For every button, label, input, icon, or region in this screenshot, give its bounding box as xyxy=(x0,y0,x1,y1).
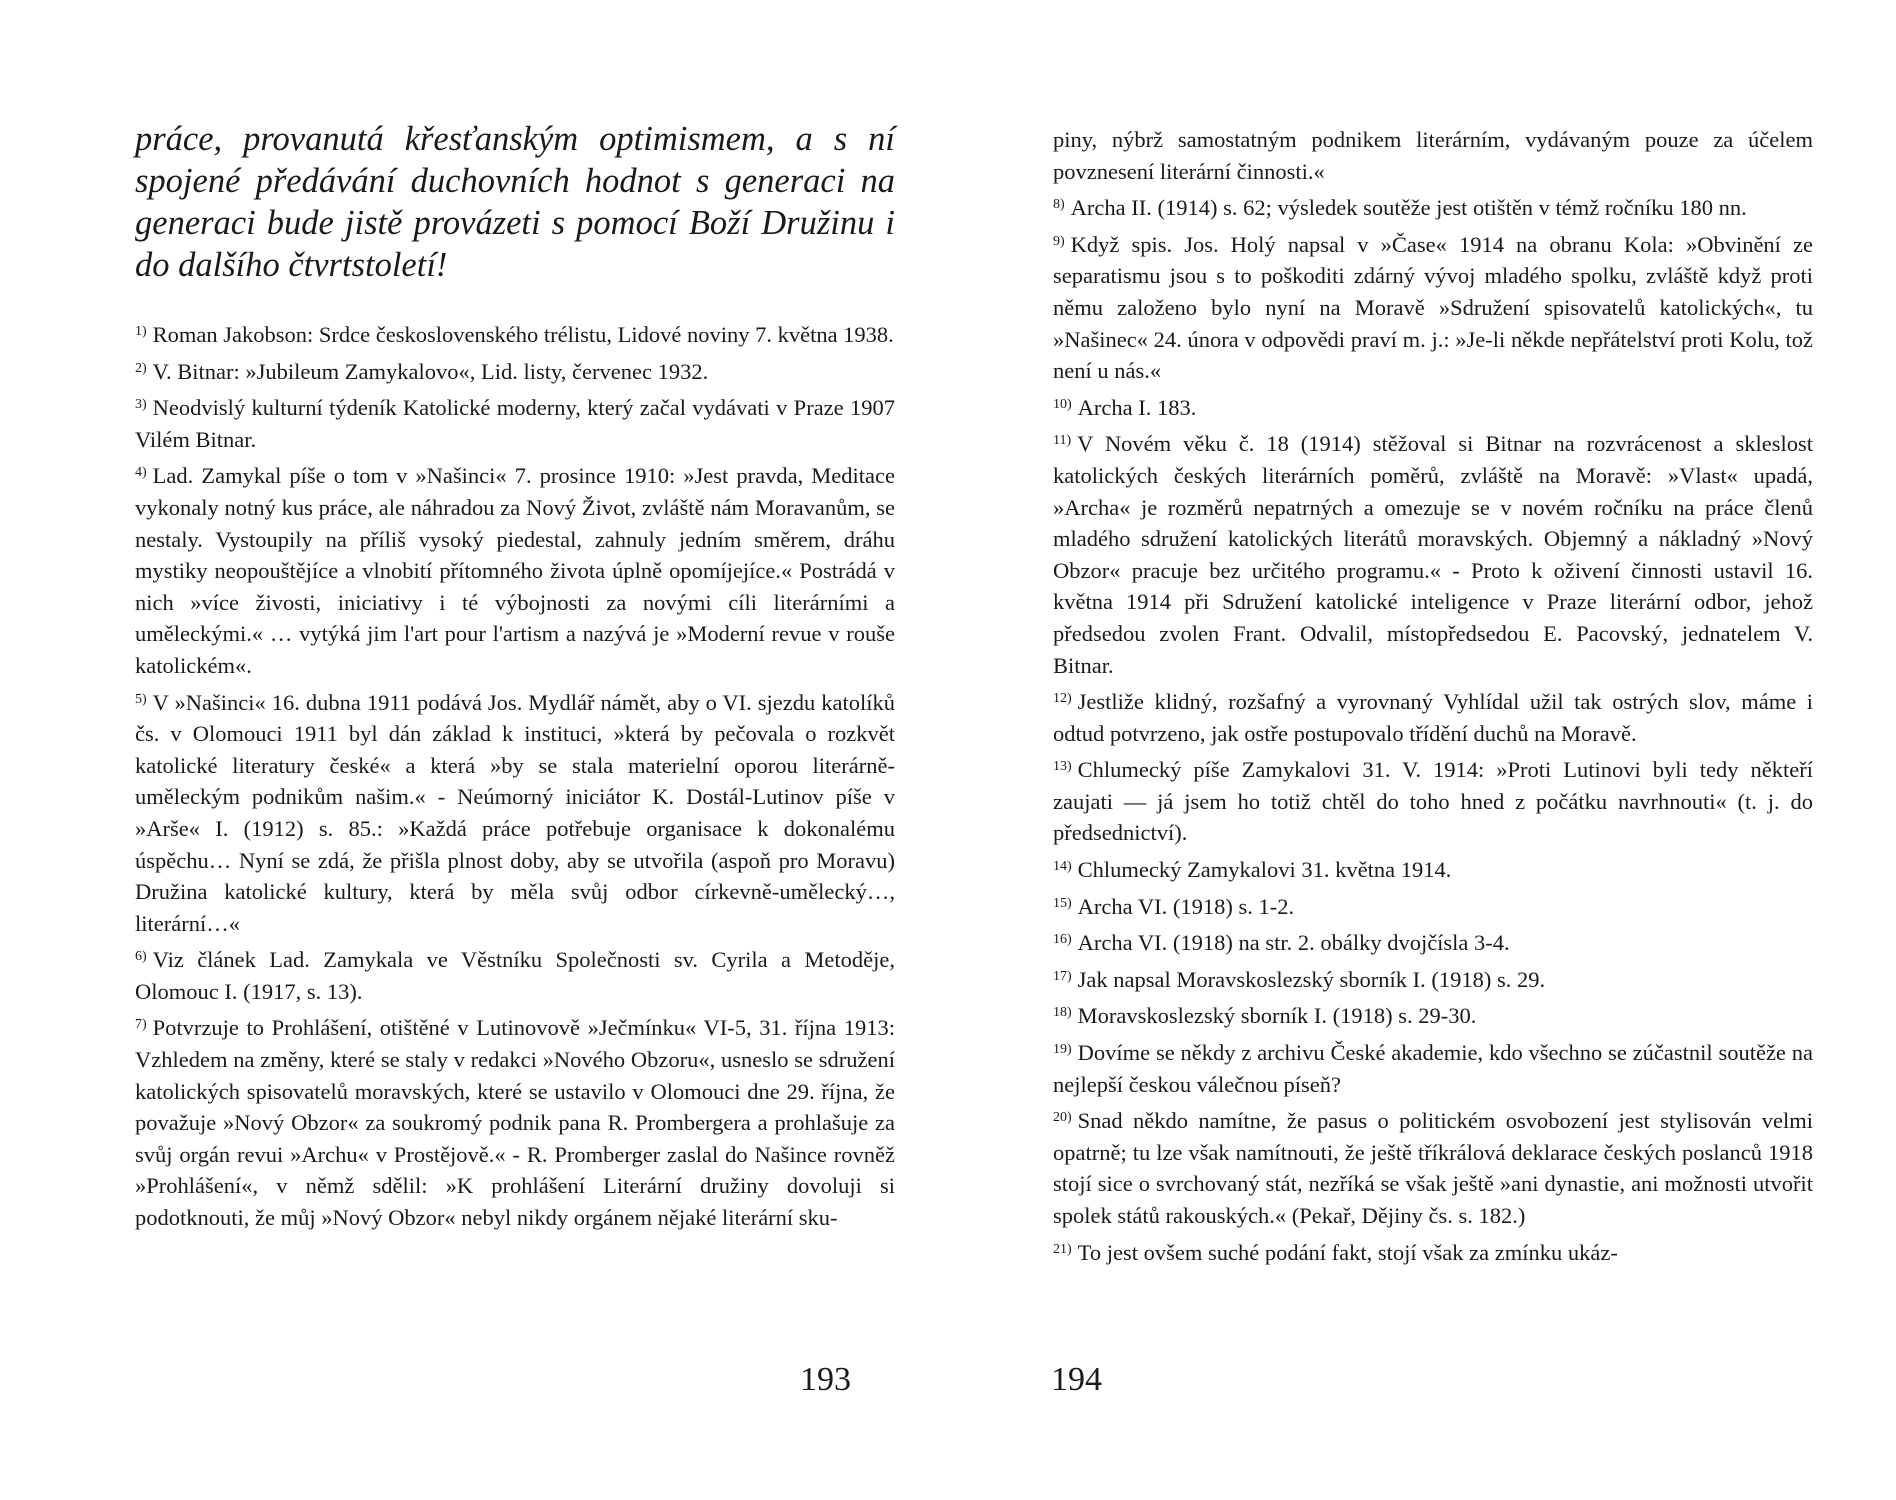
left-footnotes xyxy=(135,316,895,1234)
footnote-number: 14) xyxy=(1053,859,1072,875)
footnote-text: Snad někdo namítne, že pasus o politickém osvobození jest stylisován velmi opatrně; tu lze však namítnouti, že ještě tříkrálová deklarace českých poslanců 1918 stojí sice o svrchovaný stát, nezříká se však ještě »ani dynastie, ani možnosti utvořit spolek států rakouských.« (Pekař, Dějiny čs. s. 182.) xyxy=(1053,1108,1813,1228)
footnote-number: 17) xyxy=(1053,968,1072,984)
footnote xyxy=(1053,961,1813,996)
footnote xyxy=(1053,189,1813,224)
footnote-number: 2) xyxy=(135,360,147,376)
footnote-number: 10) xyxy=(1053,396,1072,412)
footnote-text: Jak napsal Moravskoslezský sborník I. (1918) s. 29. xyxy=(1077,966,1546,992)
right-page xyxy=(948,0,1896,1500)
footnote-text: Viz článek Lad. Zamykala ve Věstníku Společnosti sv. Cyrila a Metoděje, Olomouc I. (1917, s. 13). xyxy=(135,947,895,1004)
footnote xyxy=(1053,124,1813,187)
footnote xyxy=(135,457,895,681)
footnote xyxy=(1053,924,1813,959)
intro-paragraph: práce, provanutá křesťanským optimismem, a s ní spojené předávání duchovních hodnot s generaci na generaci bude jistě provázeti s pomocí Boží Družinu i do dalšího čtvrtstoletí! xyxy=(135,120,895,284)
footnote-text: Chlumecký Zamykalovi 31. května 1914. xyxy=(1077,857,1452,883)
footnote xyxy=(135,941,895,1007)
footnote xyxy=(1053,1034,1813,1100)
footnote xyxy=(1053,425,1813,681)
footnote-number: 21) xyxy=(1053,1241,1072,1257)
footnote xyxy=(1053,888,1813,923)
footnote-text: V Novém věku č. 18 (1914) stěžoval si Bitnar na rozvrácenost a skleslost katolických českých literárních poměrů, zvláště na Moravě: »Vlast« upadá, »Archa« je rozměrů nepatrných a omezuje se v novém ročníku na práce členů mladého sdružení katolických literátů moravských. Objemný a nákladný »Nový Obzor« pracuje bez určitého programu.« - Proto k oživení činnosti ustavil 16. května 1914 při Sdružení katolické inteligence v Praze literární odbor, jehož předsedou zvolen Frant. Odvalil, místopředsedou E. Pacovský, jednatelem V. Bitnar. xyxy=(1053,431,1813,678)
right-footnotes xyxy=(1053,124,1813,1268)
footnote-text: Moravskoslezský sborník I. (1918) s. 29-30. xyxy=(1077,1003,1477,1029)
footnote xyxy=(1053,751,1813,849)
footnote-text: Potvrzuje to Prohlášení, otištěné v Lutinovově »Ječmínku« VI-5, 31. října 1913: Vzhledem na změny, které se staly v redakci »Nového Obzoru«, usneslo se sdružení katolických spisovatelů moravských, které se ustavilo v Olomouci dne 29. října, že považuje »Nový Obzor« za soukromý podnik pana R. Prombergera a prohlašuje za svůj orgán revui »Archu« v Prostějově.« - R. Promberger zaslal do Našince rovněž »Prohlášení«, v němž sdělil: »K prohlášení Literární družiny dovoluji si podotknouti, že můj »Nový Obzor« nebyl nikdy orgánem nějaké literární sku- xyxy=(135,1015,895,1231)
footnote-number: 12) xyxy=(1053,691,1072,707)
footnote-text: piny, nýbrž samostatným podnikem literárním, vydávaným pouze za účelem povznesení literární činnosti.« xyxy=(1053,127,1813,184)
footnote-number: 20) xyxy=(1053,1110,1072,1126)
footnote xyxy=(135,353,895,388)
footnote-number: 16) xyxy=(1053,932,1072,948)
footnote xyxy=(1053,683,1813,749)
footnote-text: Chlumecký píše Zamykalovi 31. V. 1914: »Proti Lutinovi byli tedy někteří zaujati — já jsem ho totiž chtěl do toho hned z počátku navrhnouti« (t. j. do předsednictví). xyxy=(1053,757,1813,846)
footnote xyxy=(1053,997,1813,1032)
page-number-right: 194 xyxy=(1051,1361,1102,1398)
footnote-number: 9) xyxy=(1053,233,1065,249)
right-text-column xyxy=(1053,124,1813,1270)
footnote xyxy=(1053,1102,1813,1231)
footnote xyxy=(1053,389,1813,424)
footnote-text: Roman Jakobson: Srdce československého trélistu, Lidové noviny 7. května 1938. xyxy=(152,322,894,347)
footnote xyxy=(1053,226,1813,387)
footnote-number: 5) xyxy=(135,691,147,707)
footnote-number: 4) xyxy=(135,465,147,481)
footnote xyxy=(135,1009,895,1233)
footnote-number: 19) xyxy=(1053,1042,1072,1058)
footnote-number: 6) xyxy=(135,949,147,965)
page-number-left: 193 xyxy=(800,1361,851,1398)
footnote xyxy=(135,389,895,455)
footnote-number: 3) xyxy=(135,397,147,413)
footnote-number: 7) xyxy=(135,1017,147,1033)
footnote-number: 8) xyxy=(1053,197,1065,213)
footnote-text: V »Našinci« 16. dubna 1911 podává Jos. Mydlář námět, aby o VI. sjezdu katolíků čs. v Olomouci 1911 byl dán základ k instituci, »která by pečovala o rozkvět katolické literatury české« a která »by se stala materielní oporou literárně-uměleckým podnikům našim.« - Neúmorný iniciátor K. Dostál-Lutinov píše v »Arše« I. (1912) s. 85.: »Každá práce potřebuje organisace k dokonalému úspěchu… Nyní se zdá, že přišla plnost doby, aby se utvořila (aspoň pro Moravu) Družina katolické kultury, která by měla svůj odbor církevně-umělecký…, literární…« xyxy=(135,689,895,936)
footnote-text: V. Bitnar: »Jubileum Zamykalovo«, Lid. listy, červenec 1932. xyxy=(152,358,709,384)
footnote-number: 11) xyxy=(1053,433,1072,449)
footnote-text: Archa II. (1914) s. 62; výsledek soutěže jest otištěn v témž ročníku 180 nn. xyxy=(1070,195,1747,221)
footnote xyxy=(135,684,895,940)
footnote-text: Neodvislý kulturní týdeník Katolické moderny, který začal vydávati v Praze 1907 Vilém Bitnar. xyxy=(135,395,895,452)
footnote-number: 13) xyxy=(1053,759,1072,775)
footnote-number: 1) xyxy=(135,324,147,339)
footnote-text: To jest ovšem suché podání fakt, stojí však za zmínku ukáz- xyxy=(1077,1239,1618,1265)
footnote-text: Jestliže klidný, rozšafný a vyrovnaný Vyhlídal užil tak ostrých slov, máme i odtud potvrzeno, jak ostře postupovalo třídění duchů na Moravě. xyxy=(1053,689,1813,746)
footnote-number: 15) xyxy=(1053,895,1072,911)
footnote xyxy=(1053,1234,1813,1269)
footnote-number: 18) xyxy=(1053,1005,1072,1021)
footnote xyxy=(135,316,895,351)
footnote-text: Archa VI. (1918) na str. 2. obálky dvojčísla 3-4. xyxy=(1077,930,1510,956)
footnote-text: Lad. Zamykal píše o tom v »Našinci« 7. prosince 1910: »Jest pravda, Meditace vykonaly notný kus práce, ale náhradou za Nový Život, zvláště nám Moravanům, se nestaly. Vystoupily na příliš vysoký piedestal, zahnuly jedním směrem, dráhu mystiky neopouštějíce a vlnobití přítomného života úplně opomíjejíce.« Postrádá v nich »více živosti, iniciativy i té výbojnosti za novými cíli literárními a uměleckými.« … vytýká jim l'art pour l'artism a nazývá je »Moderní revue v rouše katolickém«. xyxy=(135,463,895,678)
footnote xyxy=(1053,851,1813,886)
left-text-column xyxy=(135,118,895,1236)
footnote-text: Dovíme se někdy z archivu České akademie, kdo všechno se zúčastnil soutěže na nejlepší českou válečnou píseň? xyxy=(1053,1040,1813,1097)
footnote-text: Archa I. 183. xyxy=(1077,394,1197,420)
footnote-text: Archa VI. (1918) s. 1-2. xyxy=(1077,893,1295,919)
footnote-text: Když spis. Jos. Holý napsal v »Čase« 1914 na obranu Kola: »Obvinění ze separatismu jsou s to poškoditi zdárný vývoj mladého spolku, zvláště když proti němu založeno bylo nyní na Moravě »Sdružení spisovatelů katolických«, tu »Našinec« 24. února v odpovědi praví m. j.: »Je-li někde nepřátelství proti Kolu, tož není u nás.« xyxy=(1053,231,1813,384)
